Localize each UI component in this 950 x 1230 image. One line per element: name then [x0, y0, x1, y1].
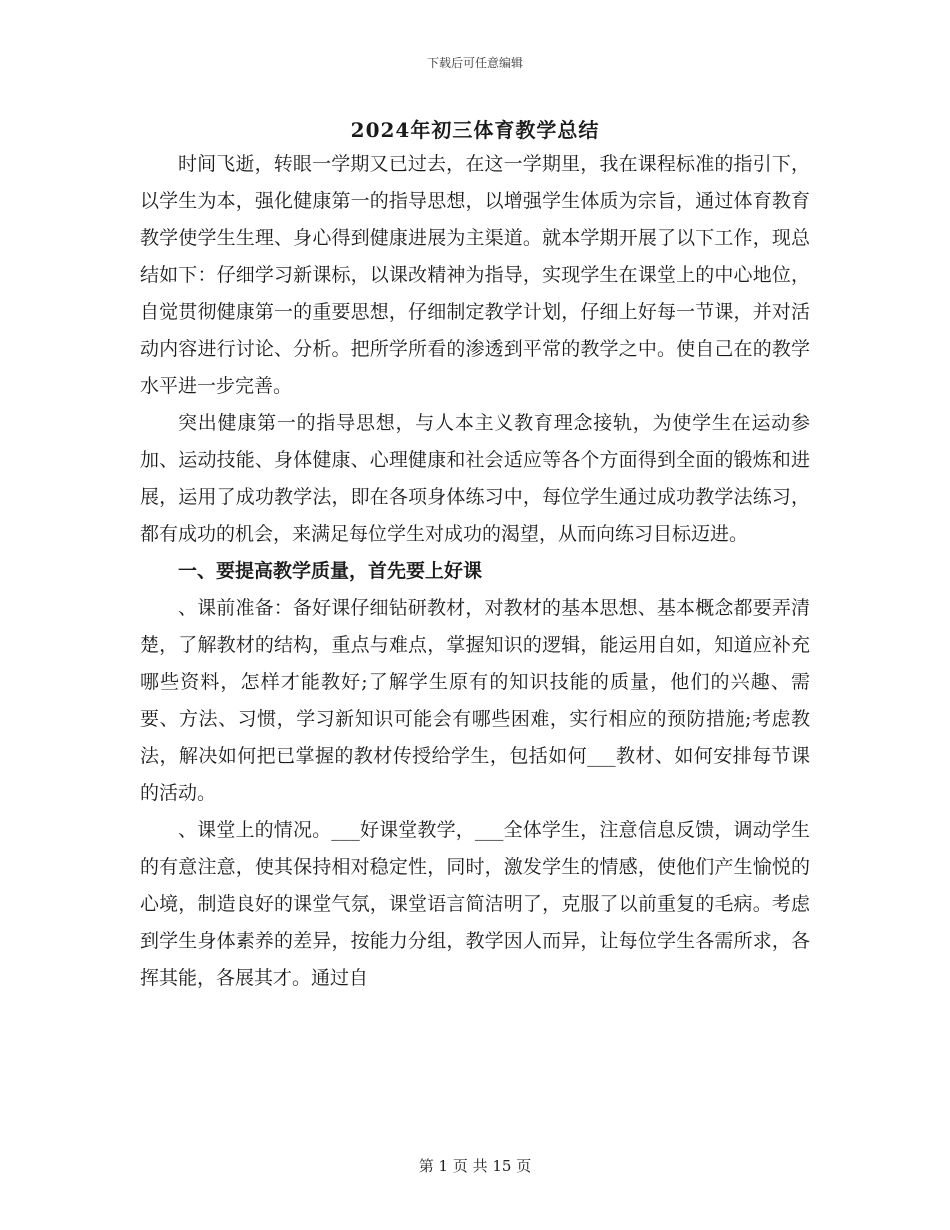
paragraph-health-first: 突出健康第一的指导思想，与人本主义教育理念接轨，为使学生在运动参加、运动技能、身体健康、心理健康和社会适应等各个方面得到全面的锻炼和进展，运用了成功教学法，即在各项身体练习中，每位学生通过成功教学法练习，都有成功的机会，来满足每位学生对成功的渴望，从而向练习目标迈进。 — [140, 412, 810, 545]
section-heading-1: 一、要提高教学质量，首先要上好课 — [178, 560, 483, 582]
paragraph-lesson-prep: 、课前准备：备好课仔细钻研教材，对教材的基本思想、基本概念都要弄清楚，了解教材的结构，重点与难点，掌握知识的逻辑，能运用自如，知道应补充哪些资料，怎样才能教好;了解学生原有的知识技能的质量，他们的兴趣、需要、方法、习惯，学习新知识可能会有哪些困难，实行相应的预防措施;考虑教法，解决如何把已掌握的教材传授给学生，包括如何___教材、如何安排每节课的活动。 — [140, 597, 810, 804]
document-title: 2024年初三体育教学总结 — [350, 118, 600, 142]
document-body — [140, 146, 810, 997]
page-number-footer: 第 1 页 共 15 页 — [418, 1157, 532, 1175]
header-note: 下载后可任意编辑 — [426, 56, 523, 70]
paragraph-intro: 时间飞逝，转眼一学期又已过去，在这一学期里，我在课程标准的指引下，以学生为本，强化健康第一的指导思想，以增强学生体质为宗旨，通过体育教育教学使学生生理、身心得到健康进展为主渠道。就本学期开展了以下工作，现总结如下：仔细学习新课标，以课改精神为指导，实现学生在课堂上的中心地位，自觉贯彻健康第一的重要思想，仔细制定教学计划，仔细上好每一节课，并对活动内容进行讨论、分析。把所学所看的渗透到平常的教学之中。使自己在的教学水平进一步完善。 — [140, 153, 810, 397]
paragraph-classroom: 、课堂上的情况。___好课堂教学，___全体学生，注意信息反馈，调动学生的有意注意，使其保持相对稳定性，同时，激发学生的情感，使他们产生愉悦的心境，制造良好的课堂气氛，课堂语言简洁明了，克服了以前重复的毛病。考虑到学生身体素养的差异，按能力分组，教学因人而异，让每位学生各需所求，各挥其能，各展其才。通过自 — [140, 819, 810, 989]
